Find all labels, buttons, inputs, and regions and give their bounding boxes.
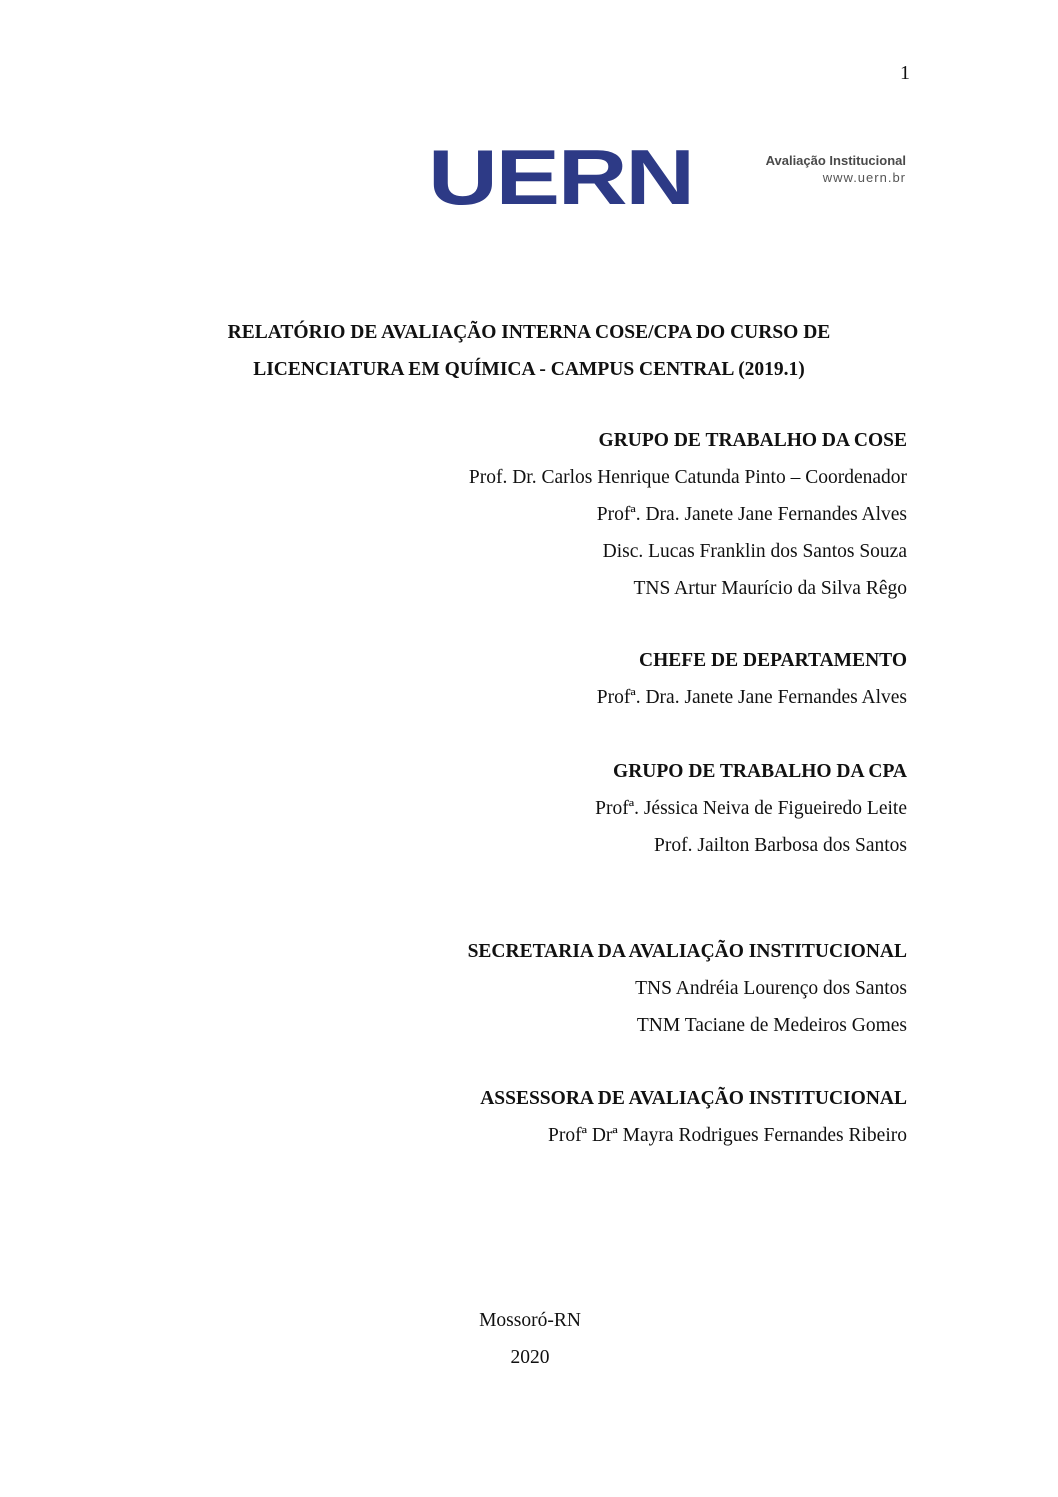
cose-member: Profª. Dra. Janete Jane Fernandes Alves (596, 504, 907, 525)
advisor-member: Profª Drª Mayra Rodrigues Fernandes Ribeiro (548, 1125, 907, 1146)
secretariat-member: TNM Taciane de Medeiros Gomes (636, 1015, 907, 1036)
website-text: www.uern.br (822, 170, 906, 185)
cpa-group-section (595, 753, 907, 864)
secretariat-heading: SECRETARIA DA AVALIAÇÃO INSTITUCIONAL (467, 941, 907, 962)
cose-heading: GRUPO DE TRABALHO DA COSE (598, 430, 907, 451)
cose-member: Disc. Lucas Franklin dos Santos Souza (602, 541, 907, 562)
footer-city: Mossoró-RN (479, 1310, 581, 1331)
advisor-heading: ASSESSORA DE AVALIAÇÃO INSTITUCIONAL (480, 1088, 907, 1109)
footer (415, 1302, 645, 1376)
unit-name: Avaliação Institucional (765, 153, 906, 168)
department-head-heading: CHEFE DE DEPARTAMENTO (638, 650, 907, 671)
uern-logo: UERN (428, 134, 693, 221)
cpa-heading: GRUPO DE TRABALHO DA CPA (613, 761, 907, 782)
header-unit-info (766, 152, 906, 186)
cose-member: TNS Artur Maurício da Silva Rêgo (633, 578, 907, 599)
report-title-line-2: LICENCIATURA EM QUÍMICA - CAMPUS CENTRAL (2019.1) (253, 359, 805, 380)
department-head-member: Profª. Dra. Janete Jane Fernandes Alves (596, 687, 907, 708)
cose-member: Prof. Dr. Carlos Henrique Catunda Pinto – Coordenador (468, 467, 907, 488)
secretariat-section (468, 933, 907, 1044)
cpa-member: Prof. Jailton Barbosa dos Santos (654, 835, 907, 856)
report-title (0, 314, 1058, 388)
footer-year: 2020 (510, 1347, 550, 1368)
cpa-member: Profª. Jéssica Neiva de Figueiredo Leite (595, 798, 907, 819)
advisor-section (480, 1080, 907, 1154)
department-head-section (597, 642, 907, 716)
report-title-line-1: RELATÓRIO DE AVALIAÇÃO INTERNA COSE/CPA DO CURSO DE (227, 322, 831, 343)
secretariat-member: TNS Andréia Lourenço dos Santos (635, 978, 907, 999)
cose-group-section (469, 422, 907, 607)
page-number: 1 (900, 62, 910, 84)
